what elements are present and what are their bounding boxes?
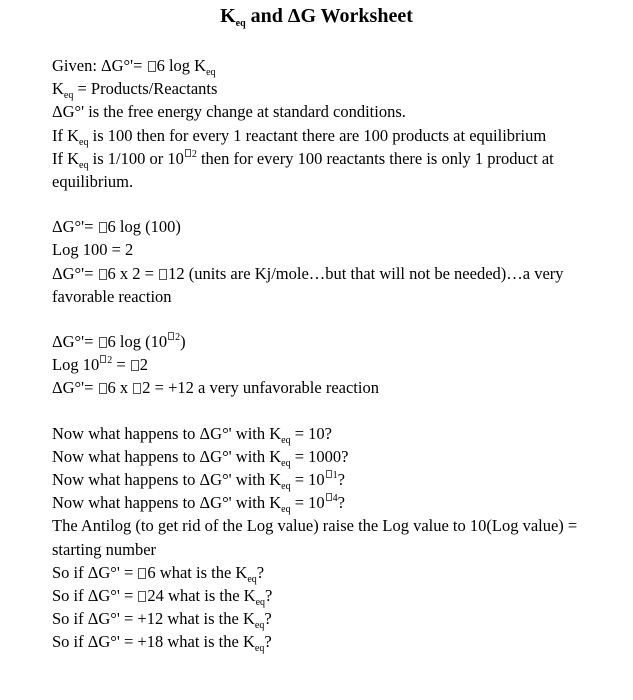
text: ?: [256, 562, 265, 582]
text: 2: [139, 355, 149, 375]
spacer: [52, 308, 612, 330]
question-dg-neg6: [52, 561, 612, 584]
antilog-explanation: The Antilog (to get rid of the Log value) raise the Log value to 10(Log value) = starting number: [52, 516, 578, 559]
text: 2: [107, 355, 113, 367]
text: 6 what is the K: [147, 562, 248, 582]
keq-100-line: [52, 124, 612, 147]
text: So if ΔG°' =: [52, 562, 138, 582]
missing-glyph-icon: [138, 568, 146, 579]
text: 2 = +12 a very unfavorable reaction: [142, 378, 379, 398]
missing-glyph-icon: [138, 591, 146, 602]
subscript: eq: [206, 67, 216, 78]
text: So if ΔG°' = +18 what is the K: [52, 632, 255, 652]
superscript: [99, 355, 112, 366]
spacer: [52, 400, 612, 422]
missing-glyph-icon: [99, 383, 107, 394]
worksheet-body: [52, 54, 612, 654]
text: 12 (units are Kj/mole…but that will not be needed)…a very favorable reaction: [52, 263, 564, 306]
text: K: [52, 79, 64, 99]
text: 6 log (10: [107, 332, 168, 352]
subscript: eq: [254, 643, 265, 655]
example1-line2: Log 100 = 2: [52, 240, 134, 260]
text: ΔG°'=: [52, 263, 98, 283]
text: is 1/100 or 10: [88, 148, 184, 168]
text: = 1000?: [290, 446, 349, 466]
missing-glyph-icon: [168, 332, 174, 340]
question-keq-10-neg4: [52, 491, 612, 514]
text: So if ΔG°' =: [52, 586, 138, 606]
text: 24 what is the K: [147, 586, 256, 606]
missing-glyph-icon: [99, 269, 107, 280]
title-k: K: [220, 5, 236, 27]
text: ?: [337, 470, 345, 490]
text: = Products/Reactants: [73, 79, 218, 99]
text: = 10: [290, 470, 325, 490]
subscript: eq: [255, 597, 266, 609]
keq-definition: [52, 77, 612, 100]
text: =: [112, 355, 130, 375]
missing-glyph-icon: [99, 337, 107, 348]
example2-line1: [52, 330, 612, 353]
question-keq-10-neg1: [52, 468, 612, 491]
text: then for every 100 reactants there is only 1 product at equilibrium.: [52, 148, 554, 192]
missing-glyph-icon: [133, 383, 141, 394]
missing-glyph-icon: [159, 269, 167, 280]
text: ΔG°'=: [52, 378, 98, 398]
question-dg-pos18: [52, 630, 612, 653]
text: Now what happens to ΔG°' with K: [52, 446, 282, 466]
keq-hundredth-line: [52, 147, 612, 193]
superscript: [167, 332, 180, 343]
text: Log 10: [52, 355, 100, 375]
page-title: [0, 4, 633, 28]
subscript: eq: [281, 504, 291, 516]
text: If K: [52, 125, 80, 145]
question-dg-neg24: [52, 584, 612, 607]
given-line: [52, 54, 612, 77]
text: ?: [265, 586, 273, 606]
missing-glyph-icon: [185, 149, 191, 157]
subscript: eq: [63, 90, 74, 102]
question-dg-pos12: [52, 607, 612, 630]
text: 2: [191, 148, 197, 160]
subscript: eq: [281, 481, 291, 493]
superscript: [184, 149, 197, 160]
example2-line3: [52, 376, 612, 399]
missing-glyph-icon: [131, 360, 139, 371]
missing-glyph-icon: [326, 493, 332, 501]
text: Now what happens to ΔG°' with K: [52, 493, 282, 513]
subscript: eq: [79, 136, 89, 148]
subscript: eq: [79, 159, 89, 171]
subscript: eq: [281, 434, 291, 446]
text: ?: [264, 632, 272, 652]
text: 2: [175, 332, 181, 344]
text: 4: [332, 493, 338, 505]
question-keq-1000: [52, 445, 612, 468]
text: If K: [52, 148, 80, 168]
dg-definition: ΔG°' is the free energy change at standard conditions.: [52, 102, 406, 122]
text: 6 log (100): [107, 217, 181, 237]
text: 1: [332, 470, 338, 482]
example2-line2: [52, 353, 612, 376]
text: 6 x 2 =: [107, 263, 159, 283]
subscript: eq: [254, 620, 265, 632]
superscript: [325, 493, 338, 504]
text: So if ΔG°' = +12 what is the K: [52, 609, 255, 629]
title-rest: and ΔG Worksheet: [245, 5, 413, 27]
text: ?: [264, 609, 272, 629]
text: Now what happens to ΔG°' with K: [52, 470, 282, 490]
text: Given: ΔG°'=: [52, 56, 147, 75]
text: 6 x: [107, 378, 133, 398]
superscript: [325, 470, 338, 481]
text: = 10?: [290, 423, 332, 443]
missing-glyph-icon: [148, 61, 156, 72]
missing-glyph-icon: [100, 355, 106, 363]
subscript: eq: [247, 573, 257, 585]
text: ΔG°'=: [52, 332, 98, 352]
subscript: eq: [281, 457, 291, 469]
text: ?: [337, 493, 345, 513]
example1-line3: [52, 262, 612, 308]
missing-glyph-icon: [99, 222, 107, 233]
text: ΔG°'=: [52, 217, 98, 237]
text: = 10: [290, 493, 325, 513]
text: 6 log K: [156, 56, 207, 75]
text: ): [180, 332, 186, 352]
title-sub: eq: [235, 18, 246, 29]
example1-line1: [52, 215, 612, 238]
question-keq-10: [52, 422, 612, 445]
text: Now what happens to ΔG°' with K: [52, 423, 282, 443]
text: is 100 then for every 1 reactant there are 100 products at equilibrium: [88, 125, 547, 145]
missing-glyph-icon: [326, 470, 332, 478]
spacer: [52, 193, 612, 215]
